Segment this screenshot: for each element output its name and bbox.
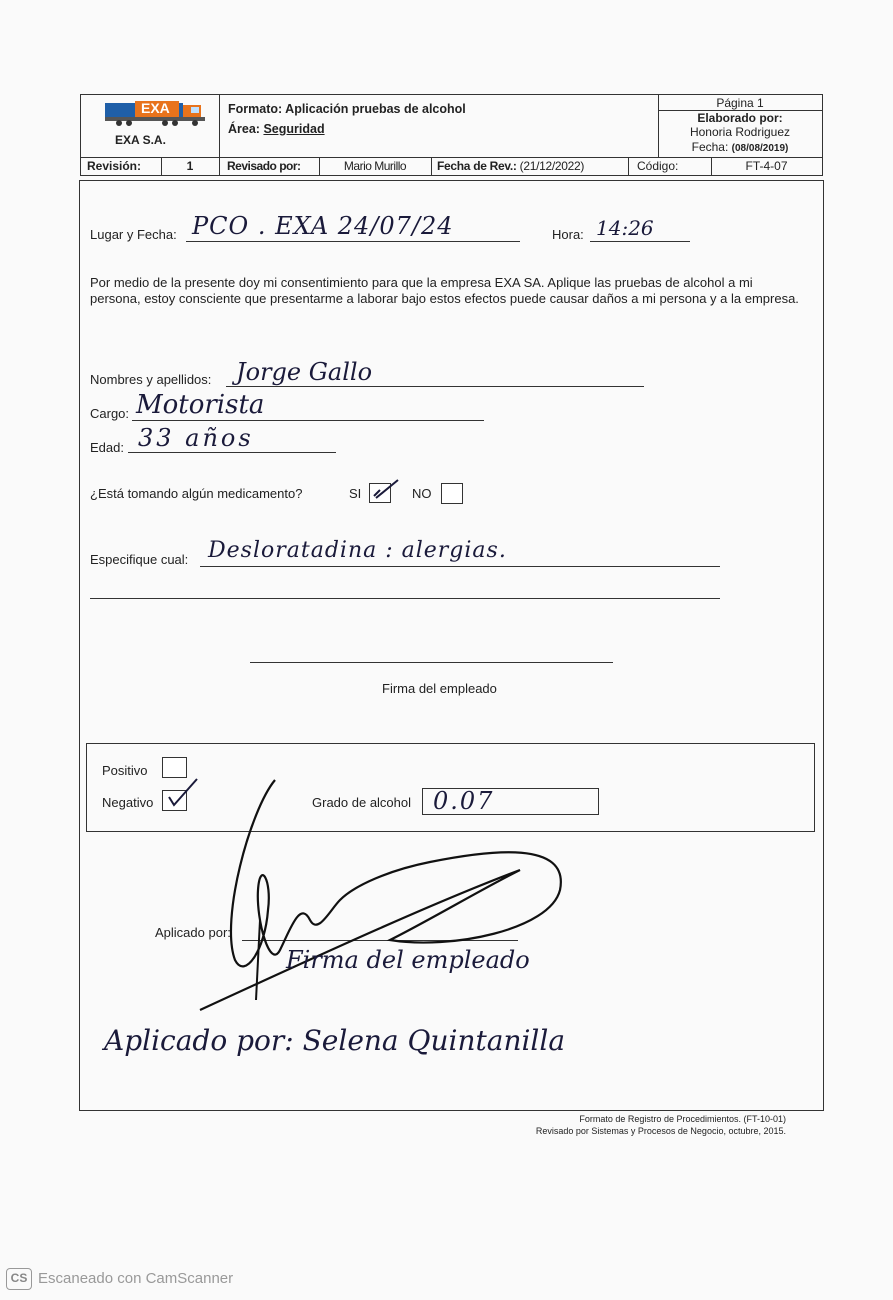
camscanner-icon-text: CS [10, 1271, 28, 1285]
fecha-rev [437, 159, 584, 173]
revision-label: Revisión: [87, 159, 142, 173]
nombres-label: Nombres y apellidos: [90, 372, 212, 387]
edad-label: Edad: [90, 440, 124, 455]
aplicado-handwritten: Aplicado por: Selena Quintanilla [104, 1024, 566, 1057]
medicamento-question: ¿Está tomando algún medicamento? [90, 486, 303, 501]
especifique-line-2 [90, 582, 720, 599]
grado-label: Grado de alcohol [312, 795, 412, 810]
pagina: Página 1 [716, 96, 764, 110]
codigo-label: Código: [637, 159, 679, 173]
positivo-label: Positivo [102, 763, 148, 778]
grado-value: 0.07 [433, 787, 495, 815]
fecha-row [658, 140, 822, 154]
formato-title: Formato: Aplicación pruebas de alcohol [228, 102, 466, 116]
firma-empleado-label: Firma del empleado [382, 681, 497, 696]
si-checkbox[interactable] [369, 483, 391, 503]
consent-text: Por medio de la presente doy mi consentimiento para que la empresa EXA SA. Aplique las pruebas de alcohol a mi persona, estoy consciente que presentarme a laborar bajo estos efectos puede causar daños a mi persona y a la empresa. [90, 275, 799, 306]
camscanner-watermark: Escaneado con CamScanner [38, 1270, 234, 1287]
area-value: Seguridad [263, 122, 325, 136]
revisado-label: Revisado por: [227, 159, 301, 173]
area-label: Área: [228, 122, 260, 136]
elaborado-value: Honoria Rodriguez [689, 125, 791, 139]
logo-text: EXA [141, 100, 170, 116]
cargo-value[interactable]: Motorista [136, 390, 265, 420]
no-checkbox[interactable] [441, 483, 463, 504]
codigo-value: FT-4-07 [745, 159, 788, 173]
revision-value: 1 [186, 159, 194, 173]
positivo-checkbox[interactable] [162, 757, 187, 778]
footer-line-2: Revisado por Sistemas y Procesos de Negocio, octubre, 2015. [535, 1126, 786, 1136]
especifique-value[interactable]: Desloratadina : alergias. [208, 538, 507, 563]
area-row [228, 122, 325, 136]
no-label: NO [412, 486, 432, 501]
hora-value[interactable]: 14:26 [596, 216, 654, 240]
check-mark-icon [368, 478, 402, 502]
firma-line [250, 646, 613, 663]
signature-icon [190, 770, 590, 1020]
lugar-value[interactable]: PCO . EXA 24/07/24 [192, 212, 454, 240]
si-label: SI [349, 486, 362, 501]
firma-handwritten: Firma del empleado [286, 946, 530, 974]
fecha-rev-label: Fecha de Rev.: [437, 159, 517, 173]
cargo-label: Cargo: [90, 406, 130, 421]
nombres-value[interactable]: Jorge Gallo [236, 358, 373, 386]
exa-logo [105, 99, 213, 131]
edad-value[interactable]: 33 años [138, 424, 254, 452]
lugar-label: Lugar y Fecha: [90, 227, 177, 242]
negativo-label: Negativo [102, 795, 154, 810]
negativo-checkbox[interactable] [162, 790, 187, 811]
fecha-label: Fecha: [691, 140, 729, 154]
aplicado-label: Aplicado por: [155, 925, 231, 940]
fecha-value: (08/08/2019) [731, 143, 789, 154]
footer-line-1: Formato de Registro de Procedimientos. (FT-10-01) [579, 1114, 786, 1124]
header-table [80, 94, 823, 176]
fecha-rev-value: (21/12/2022) [519, 159, 585, 173]
company-name: EXA S.A. [115, 133, 166, 147]
elaborado-label: Elaborado por: [697, 111, 783, 125]
hora-label: Hora: [552, 227, 584, 242]
revisado-value: Mario Murillo [343, 159, 407, 173]
camscanner-icon [6, 1268, 32, 1290]
especifique-label: Especifique cual: [90, 552, 189, 567]
